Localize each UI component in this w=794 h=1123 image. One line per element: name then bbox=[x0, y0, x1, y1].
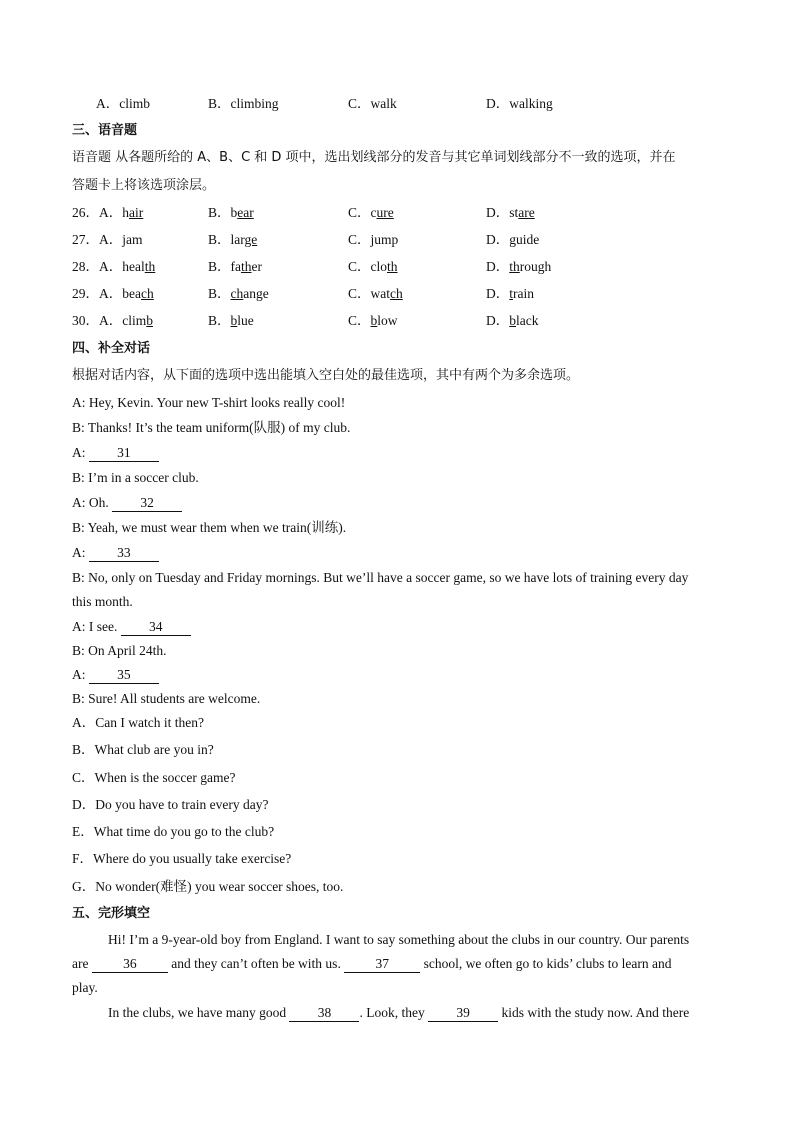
word-part: uide bbox=[516, 232, 540, 247]
section4-title: 四、补全对话 bbox=[72, 341, 151, 356]
option-letter: D． bbox=[486, 259, 510, 274]
dialogue-line bbox=[72, 618, 191, 636]
dialogue-text: B: Yeah, we must wear them when we train(训练). bbox=[72, 520, 347, 535]
dialogue-choice-d[interactable]: D．Do you have to train every day? bbox=[72, 797, 269, 812]
dialogue-text: A: Hey, Kevin. Your new T-shirt looks really cool! bbox=[72, 395, 346, 410]
word-part: lar bbox=[230, 232, 245, 247]
dialogue-line bbox=[72, 469, 199, 487]
dialogue-line bbox=[72, 444, 159, 462]
dialogue-blank-31[interactable]: 31 bbox=[89, 445, 159, 462]
word-part: lack bbox=[516, 313, 539, 328]
option-letter: A． bbox=[99, 286, 123, 301]
word-part: ange bbox=[243, 286, 269, 301]
word-part: ump bbox=[374, 232, 399, 247]
section5-title: 五、完形填空 bbox=[72, 906, 151, 921]
question-number: 28． bbox=[72, 259, 99, 274]
cloze-text: In the clubs, we have many good bbox=[108, 1005, 290, 1020]
dialogue-text: B: On April 24th. bbox=[72, 643, 167, 658]
dialogue-line bbox=[72, 544, 159, 562]
question-number: 30． bbox=[72, 313, 99, 328]
phonetics-option-c[interactable] bbox=[348, 204, 394, 222]
word-part: rain bbox=[513, 286, 535, 301]
section3-instructions-line2: 答题卡上将该选项涂层。 bbox=[72, 178, 216, 193]
phonetics-option-c[interactable] bbox=[348, 312, 398, 330]
dialogue-text: A: Oh. bbox=[72, 495, 113, 510]
option-letter: C． bbox=[348, 259, 371, 274]
option-letter: B． bbox=[208, 313, 231, 328]
phonetics-option-b[interactable] bbox=[208, 258, 262, 276]
word-part: clo bbox=[370, 259, 388, 274]
dialogue-text: A: bbox=[72, 445, 89, 460]
phonetics-option-a[interactable] bbox=[72, 231, 143, 249]
dialogue-text: B: Sure! All students are welcome. bbox=[72, 691, 261, 706]
word-underlined-part: ear bbox=[237, 205, 254, 220]
cloze-text: are bbox=[72, 956, 92, 971]
cloze-text: kids with the study now. And there bbox=[498, 1005, 690, 1020]
cloze-blank-38[interactable]: 38 bbox=[289, 1005, 359, 1022]
question-number: 27． bbox=[72, 232, 99, 247]
cloze-text: and they can’t often be with us. bbox=[167, 956, 345, 971]
cloze-blank-36[interactable]: 36 bbox=[92, 956, 168, 973]
dialogue-line bbox=[72, 419, 350, 437]
phonetics-option-c[interactable] bbox=[348, 258, 398, 276]
option-letter: C． bbox=[348, 205, 371, 220]
dialogue-line bbox=[72, 394, 345, 412]
phonetics-option-a[interactable] bbox=[72, 312, 153, 330]
phonetics-option-d[interactable] bbox=[486, 312, 539, 330]
dialogue-blank-32[interactable]: 32 bbox=[112, 495, 182, 512]
dialogue-choice-g[interactable]: G．No wonder(难怪) you wear soccer shoes, too. bbox=[72, 879, 344, 894]
word-part: b bbox=[230, 205, 238, 220]
word-underlined-part: th bbox=[509, 259, 520, 274]
dialogue-choice-f[interactable]: F．Where do you usually take exercise? bbox=[72, 851, 292, 866]
word-part: rough bbox=[519, 259, 552, 274]
word-underlined-part: b bbox=[146, 313, 153, 328]
cloze-paragraph1-line2 bbox=[72, 955, 672, 973]
q25-option-c[interactable]: C．walk bbox=[348, 96, 397, 111]
word-underlined-part: j bbox=[370, 232, 375, 247]
phonetics-option-d[interactable] bbox=[486, 204, 535, 222]
option-letter: D． bbox=[486, 205, 510, 220]
dialogue-text: B: No, only on Tuesday and Friday mornings. But we’ll have a soccer game, so we have lots of training every day bbox=[72, 570, 689, 585]
option-letter: C． bbox=[348, 313, 371, 328]
word-underlined-part: ch bbox=[230, 286, 244, 301]
word-underlined-part: air bbox=[129, 205, 144, 220]
word-part: wat bbox=[370, 286, 391, 301]
cloze-paragraph2-line1 bbox=[108, 1004, 689, 1022]
option-letter: A． bbox=[99, 259, 123, 274]
phonetics-option-d[interactable] bbox=[486, 285, 534, 303]
dialogue-text: A: I see. bbox=[72, 619, 121, 634]
option-letter: B． bbox=[208, 232, 231, 247]
word-part: er bbox=[251, 259, 263, 274]
word-part: bea bbox=[122, 286, 141, 301]
option-letter: A． bbox=[99, 313, 123, 328]
word-underlined-part: th bbox=[387, 259, 398, 274]
question-number: 29． bbox=[72, 286, 99, 301]
word-underlined-part: th bbox=[241, 259, 252, 274]
word-underlined-part: ch bbox=[140, 286, 154, 301]
section3-instructions-line1: 语音题 从各题所给的 A、B、C 和 D 项中，选出划线部分的发音与其它单词划线部分不一致的选项，并在 bbox=[72, 150, 676, 165]
dialogue-choice-e[interactable]: E．What time do you go to the club? bbox=[72, 824, 275, 839]
word-part: clim bbox=[122, 313, 147, 328]
word-part: jam bbox=[122, 232, 143, 247]
dialogue-text: this month. bbox=[72, 594, 133, 609]
option-letter: D． bbox=[486, 286, 510, 301]
word-underlined-part: b bbox=[370, 313, 378, 328]
phonetics-option-c[interactable] bbox=[348, 231, 398, 249]
phonetics-option-b[interactable] bbox=[208, 312, 254, 330]
phonetics-option-c[interactable] bbox=[348, 285, 403, 303]
option-letter: C． bbox=[348, 232, 371, 247]
dialogue-text: B: I’m in a soccer club. bbox=[72, 470, 199, 485]
phonetics-option-b[interactable] bbox=[208, 285, 269, 303]
word-part: st bbox=[509, 205, 519, 220]
word-underlined-part: ch bbox=[390, 286, 403, 301]
word-underlined-part: th bbox=[144, 259, 156, 274]
phonetics-option-a[interactable] bbox=[72, 285, 154, 303]
option-letter: B． bbox=[208, 205, 231, 220]
cloze-blank-39[interactable]: 39 bbox=[428, 1005, 498, 1022]
q25-option-d[interactable]: D．walking bbox=[486, 96, 553, 111]
dialogue-blank-35[interactable]: 35 bbox=[89, 667, 159, 684]
word-part: fa bbox=[230, 259, 242, 274]
cloze-text: . Look, they bbox=[359, 1005, 429, 1020]
phonetics-option-d[interactable] bbox=[486, 231, 539, 249]
option-letter: D． bbox=[486, 313, 510, 328]
option-letter: A． bbox=[99, 232, 123, 247]
dialogue-line bbox=[72, 569, 688, 587]
phonetics-option-b[interactable] bbox=[208, 204, 254, 222]
cloze-blank-37[interactable]: 37 bbox=[344, 956, 420, 973]
option-letter: B． bbox=[208, 259, 231, 274]
word-part: c bbox=[370, 205, 377, 220]
question-number: 26． bbox=[72, 205, 99, 220]
word-underlined-part: ge bbox=[244, 232, 258, 247]
option-letter: D． bbox=[486, 232, 510, 247]
word-underlined-part: are bbox=[518, 205, 535, 220]
option-letter: C． bbox=[348, 286, 371, 301]
dialogue-choice-a[interactable]: A．Can I watch it then? bbox=[72, 715, 204, 730]
dialogue-text: B: Thanks! It’s the team uniform(队服) of my club. bbox=[72, 420, 351, 435]
dialogue-blank-34[interactable]: 34 bbox=[121, 619, 191, 636]
phonetics-option-a[interactable] bbox=[72, 204, 143, 222]
dialogue-line bbox=[72, 494, 182, 512]
cloze-paragraph1-line1: Hi! I’m a 9-year-old boy from England. I want to say something about the clubs in our country. Our parents bbox=[108, 932, 690, 947]
dialogue-line bbox=[72, 593, 133, 611]
word-part: h bbox=[122, 205, 129, 220]
word-underlined-part: t bbox=[509, 286, 514, 301]
q25-option-b[interactable]: B．climbing bbox=[208, 96, 279, 111]
dialogue-line bbox=[72, 519, 346, 537]
word-underlined-part: b bbox=[509, 313, 516, 328]
dialogue-text: A: bbox=[72, 667, 89, 682]
dialogue-line bbox=[72, 666, 159, 684]
word-part: heal bbox=[122, 259, 145, 274]
dialogue-text: A: bbox=[72, 545, 89, 560]
phonetics-option-d[interactable] bbox=[486, 258, 551, 276]
word-part: low bbox=[377, 313, 398, 328]
option-letter: B． bbox=[208, 286, 231, 301]
dialogue-line bbox=[72, 690, 260, 708]
q25-option-a[interactable]: A．climb bbox=[96, 96, 150, 111]
option-letter: A． bbox=[99, 205, 123, 220]
word-underlined-part: g bbox=[509, 232, 516, 247]
section3-title: 三、语音题 bbox=[72, 123, 138, 138]
dialogue-line bbox=[72, 642, 167, 660]
word-part: lue bbox=[237, 313, 254, 328]
dialogue-blank-33[interactable]: 33 bbox=[89, 545, 159, 562]
word-underlined-part: ure bbox=[376, 205, 394, 220]
section4-instructions: 根据对话内容，从下面的选项中选出能填入空白处的最佳选项，其中有两个为多余选项。 bbox=[72, 368, 580, 383]
cloze-text: school, we often go to kids’ clubs to learn and bbox=[420, 956, 672, 971]
phonetics-option-b[interactable] bbox=[208, 231, 257, 249]
cloze-paragraph1-line3: play. bbox=[72, 980, 98, 995]
dialogue-choice-c[interactable]: C．When is the soccer game? bbox=[72, 770, 236, 785]
phonetics-option-a[interactable] bbox=[72, 258, 155, 276]
dialogue-choice-b[interactable]: B．What club are you in? bbox=[72, 742, 214, 757]
word-underlined-part: b bbox=[230, 313, 238, 328]
